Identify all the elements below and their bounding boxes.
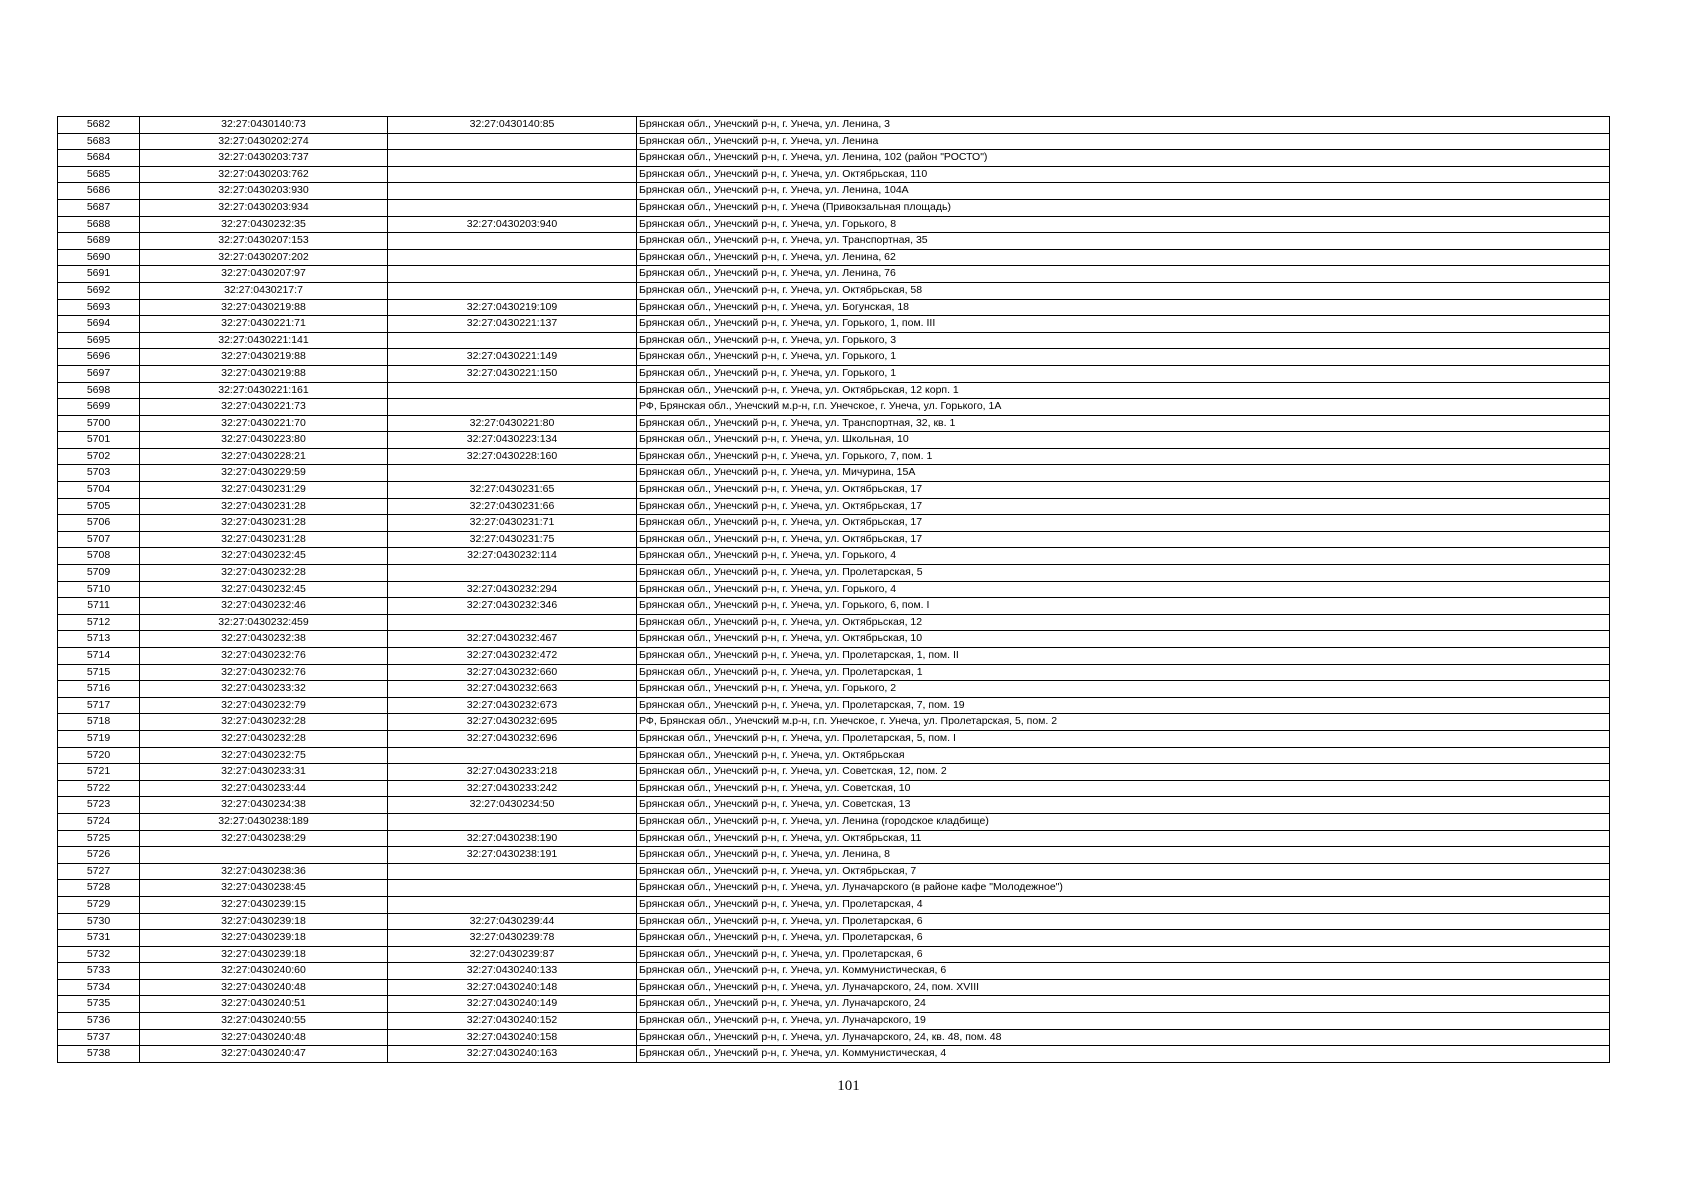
object-cadastral-number-cell bbox=[388, 614, 637, 631]
table-row bbox=[58, 581, 1610, 598]
row-number-cell: 5693 bbox=[58, 299, 140, 316]
table-row bbox=[58, 282, 1610, 299]
table-row bbox=[58, 813, 1610, 830]
cadastral-number-cell: 32:27:0430232:79 bbox=[140, 697, 388, 714]
address-cell: Брянская обл., Унечский р-н, г. Унеча, ул. Ленина, 102 (район "РОСТО") bbox=[637, 150, 1610, 167]
registry-table bbox=[57, 116, 1610, 1063]
table-row bbox=[58, 681, 1610, 698]
address-cell: Брянская обл., Унечский р-н, г. Унеча, ул. Ленина bbox=[637, 133, 1610, 150]
object-cadastral-number-cell: 32:27:0430231:66 bbox=[388, 498, 637, 515]
object-cadastral-number-cell: 32:27:0430232:114 bbox=[388, 548, 637, 565]
address-cell: Брянская обл., Унечский р-н, г. Унеча, ул. Октябрьская, 17 bbox=[637, 515, 1610, 532]
table-row bbox=[58, 880, 1610, 897]
cadastral-number-cell: 32:27:0430207:97 bbox=[140, 266, 388, 283]
table-row bbox=[58, 515, 1610, 532]
address-cell: Брянская обл., Унечский р-н, г. Унеча, ул. Ленина, 76 bbox=[637, 266, 1610, 283]
cadastral-number-cell: 32:27:0430232:38 bbox=[140, 631, 388, 648]
address-cell: РФ, Брянская обл., Унечский м.р-н, г.п. Унечское, г. Унеча, ул. Горького, 1А bbox=[637, 399, 1610, 416]
table-row bbox=[58, 233, 1610, 250]
object-cadastral-number-cell: 32:27:0430203:940 bbox=[388, 216, 637, 233]
cadastral-number-cell: 32:27:0430221:71 bbox=[140, 316, 388, 333]
cadastral-number-cell: 32:27:0430203:737 bbox=[140, 150, 388, 167]
object-cadastral-number-cell bbox=[388, 896, 637, 913]
object-cadastral-number-cell: 32:27:0430232:696 bbox=[388, 730, 637, 747]
cadastral-number-cell: 32:27:0430233:31 bbox=[140, 764, 388, 781]
address-cell: Брянская обл., Унечский р-н, г. Унеча, ул. Октябрьская, 12 bbox=[637, 614, 1610, 631]
cadastral-number-cell: 32:27:0430221:141 bbox=[140, 332, 388, 349]
object-cadastral-number-cell: 32:27:0430239:87 bbox=[388, 946, 637, 963]
object-cadastral-number-cell bbox=[388, 183, 637, 200]
cadastral-number-cell: 32:27:0430232:35 bbox=[140, 216, 388, 233]
row-number-cell: 5683 bbox=[58, 133, 140, 150]
table-row bbox=[58, 183, 1610, 200]
object-cadastral-number-cell: 32:27:0430221:149 bbox=[388, 349, 637, 366]
row-number-cell: 5689 bbox=[58, 233, 140, 250]
cadastral-number-cell: 32:27:0430219:88 bbox=[140, 365, 388, 382]
row-number-cell: 5710 bbox=[58, 581, 140, 598]
cadastral-number-cell bbox=[140, 847, 388, 864]
row-number-cell: 5705 bbox=[58, 498, 140, 515]
object-cadastral-number-cell bbox=[388, 399, 637, 416]
object-cadastral-number-cell: 32:27:0430221:137 bbox=[388, 316, 637, 333]
table-row bbox=[58, 913, 1610, 930]
address-cell: Брянская обл., Унечский р-н, г. Унеча, ул. Советская, 10 bbox=[637, 780, 1610, 797]
object-cadastral-number-cell: 32:27:0430219:109 bbox=[388, 299, 637, 316]
address-cell: Брянская обл., Унечский р-н, г. Унеча, ул. Транспортная, 35 bbox=[637, 233, 1610, 250]
object-cadastral-number-cell: 32:27:0430240:133 bbox=[388, 963, 637, 980]
object-cadastral-number-cell: 32:27:0430240:148 bbox=[388, 979, 637, 996]
row-number-cell: 5730 bbox=[58, 913, 140, 930]
object-cadastral-number-cell: 32:27:0430232:467 bbox=[388, 631, 637, 648]
row-number-cell: 5711 bbox=[58, 598, 140, 615]
table-row bbox=[58, 266, 1610, 283]
address-cell: Брянская обл., Унечский р-н, г. Унеча, ул. Луначарского, 24 bbox=[637, 996, 1610, 1013]
table-row bbox=[58, 797, 1610, 814]
address-cell: Брянская обл., Унечский р-н, г. Унеча, ул. Октябрьская, 17 bbox=[637, 498, 1610, 515]
row-number-cell: 5724 bbox=[58, 813, 140, 830]
row-number-cell: 5738 bbox=[58, 1046, 140, 1063]
table-row bbox=[58, 332, 1610, 349]
address-cell: Брянская обл., Унечский р-н, г. Унеча, ул. Горького, 7, пом. 1 bbox=[637, 448, 1610, 465]
object-cadastral-number-cell: 32:27:0430232:695 bbox=[388, 714, 637, 731]
cadastral-number-cell: 32:27:0430228:21 bbox=[140, 448, 388, 465]
address-cell: Брянская обл., Унечский р-н, г. Унеча, ул. Октябрьская, 10 bbox=[637, 631, 1610, 648]
table-row bbox=[58, 631, 1610, 648]
cadastral-number-cell: 32:27:0430233:32 bbox=[140, 681, 388, 698]
cadastral-number-cell: 32:27:0430232:45 bbox=[140, 548, 388, 565]
address-cell: Брянская обл., Унечский р-н, г. Унеча, ул. Горького, 4 bbox=[637, 581, 1610, 598]
address-cell: Брянская обл., Унечский р-н, г. Унеча, ул. Советская, 12, пом. 2 bbox=[637, 764, 1610, 781]
cadastral-number-cell: 32:27:0430232:76 bbox=[140, 648, 388, 665]
object-cadastral-number-cell bbox=[388, 199, 637, 216]
cadastral-number-cell: 32:27:0430231:28 bbox=[140, 498, 388, 515]
table-row bbox=[58, 896, 1610, 913]
table-row bbox=[58, 946, 1610, 963]
address-cell: Брянская обл., Унечский р-н, г. Унеча, ул. Луначарского (в районе кафе "Молодежное") bbox=[637, 880, 1610, 897]
address-cell: Брянская обл., Унечский р-н, г. Унеча, ул. Ленина (городское кладбище) bbox=[637, 813, 1610, 830]
cadastral-number-cell: 32:27:0430221:70 bbox=[140, 415, 388, 432]
object-cadastral-number-cell bbox=[388, 233, 637, 250]
table-row bbox=[58, 1029, 1610, 1046]
cadastral-number-cell: 32:27:0430231:28 bbox=[140, 515, 388, 532]
row-number-cell: 5735 bbox=[58, 996, 140, 1013]
address-cell: Брянская обл., Унечский р-н, г. Унеча, ул. Богунская, 18 bbox=[637, 299, 1610, 316]
row-number-cell: 5719 bbox=[58, 730, 140, 747]
cadastral-number-cell: 32:27:0430221:161 bbox=[140, 382, 388, 399]
row-number-cell: 5690 bbox=[58, 249, 140, 266]
cadastral-number-cell: 32:27:0430240:55 bbox=[140, 1013, 388, 1030]
table-row bbox=[58, 150, 1610, 167]
cadastral-number-cell: 32:27:0430231:29 bbox=[140, 482, 388, 499]
row-number-cell: 5701 bbox=[58, 432, 140, 449]
cadastral-number-cell: 32:27:0430238:29 bbox=[140, 830, 388, 847]
table-row bbox=[58, 482, 1610, 499]
table-row bbox=[58, 548, 1610, 565]
cadastral-number-cell: 32:27:0430240:60 bbox=[140, 963, 388, 980]
object-cadastral-number-cell bbox=[388, 133, 637, 150]
address-cell: Брянская обл., Унечский р-н, г. Унеча, ул. Пролетарская, 1 bbox=[637, 664, 1610, 681]
address-cell: Брянская обл., Унечский р-н, г. Унеча, ул. Ленина, 104А bbox=[637, 183, 1610, 200]
address-cell: Брянская обл., Унечский р-н, г. Унеча, ул. Горького, 3 bbox=[637, 332, 1610, 349]
object-cadastral-number-cell bbox=[388, 465, 637, 482]
cadastral-number-cell: 32:27:0430229:59 bbox=[140, 465, 388, 482]
address-cell: Брянская обл., Унечский р-н, г. Унеча, ул. Горького, 6, пом. I bbox=[637, 598, 1610, 615]
table-row bbox=[58, 664, 1610, 681]
table-row bbox=[58, 747, 1610, 764]
row-number-cell: 5709 bbox=[58, 565, 140, 582]
address-cell: Брянская обл., Унечский р-н, г. Унеча, ул. Пролетарская, 6 bbox=[637, 913, 1610, 930]
row-number-cell: 5716 bbox=[58, 681, 140, 698]
row-number-cell: 5725 bbox=[58, 830, 140, 847]
address-cell: Брянская обл., Унечский р-н, г. Унеча, ул. Октябрьская, 17 bbox=[637, 531, 1610, 548]
address-cell: Брянская обл., Унечский р-н, г. Унеча, ул. Ленина, 8 bbox=[637, 847, 1610, 864]
object-cadastral-number-cell: 32:27:0430238:191 bbox=[388, 847, 637, 864]
address-cell: Брянская обл., Унечский р-н, г. Унеча, ул. Пролетарская, 5, пом. I bbox=[637, 730, 1610, 747]
address-cell: Брянская обл., Унечский р-н, г. Унеча, ул. Октябрьская, 110 bbox=[637, 166, 1610, 183]
object-cadastral-number-cell: 32:27:0430232:472 bbox=[388, 648, 637, 665]
row-number-cell: 5697 bbox=[58, 365, 140, 382]
row-number-cell: 5737 bbox=[58, 1029, 140, 1046]
object-cadastral-number-cell: 32:27:0430231:75 bbox=[388, 531, 637, 548]
table-row bbox=[58, 382, 1610, 399]
row-number-cell: 5733 bbox=[58, 963, 140, 980]
table-row bbox=[58, 614, 1610, 631]
cadastral-number-cell: 32:27:0430233:44 bbox=[140, 780, 388, 797]
table-row bbox=[58, 531, 1610, 548]
object-cadastral-number-cell: 32:27:0430234:50 bbox=[388, 797, 637, 814]
cadastral-number-cell: 32:27:0430238:45 bbox=[140, 880, 388, 897]
cadastral-number-cell: 32:27:0430240:47 bbox=[140, 1046, 388, 1063]
row-number-cell: 5718 bbox=[58, 714, 140, 731]
cadastral-number-cell: 32:27:0430203:934 bbox=[140, 199, 388, 216]
table-row bbox=[58, 299, 1610, 316]
table-row bbox=[58, 730, 1610, 747]
cadastral-number-cell: 32:27:0430239:15 bbox=[140, 896, 388, 913]
table-row bbox=[58, 565, 1610, 582]
row-number-cell: 5695 bbox=[58, 332, 140, 349]
cadastral-number-cell: 32:27:0430232:46 bbox=[140, 598, 388, 615]
cadastral-number-cell: 32:27:0430207:153 bbox=[140, 233, 388, 250]
cadastral-number-cell: 32:27:0430202:274 bbox=[140, 133, 388, 150]
cadastral-number-cell: 32:27:0430240:51 bbox=[140, 996, 388, 1013]
row-number-cell: 5698 bbox=[58, 382, 140, 399]
table-row bbox=[58, 349, 1610, 366]
cadastral-number-cell: 32:27:0430232:75 bbox=[140, 747, 388, 764]
object-cadastral-number-cell bbox=[388, 282, 637, 299]
row-number-cell: 5699 bbox=[58, 399, 140, 416]
row-number-cell: 5685 bbox=[58, 166, 140, 183]
table-row bbox=[58, 249, 1610, 266]
address-cell: Брянская обл., Унечский р-н, г. Унеча, ул. Коммунистическая, 6 bbox=[637, 963, 1610, 980]
cadastral-number-cell: 32:27:0430232:76 bbox=[140, 664, 388, 681]
cadastral-number-cell: 32:27:0430234:38 bbox=[140, 797, 388, 814]
cadastral-number-cell: 32:27:0430232:45 bbox=[140, 581, 388, 598]
table-row bbox=[58, 316, 1610, 333]
table-row bbox=[58, 1046, 1610, 1063]
address-cell: Брянская обл., Унечский р-н, г. Унеча, ул. Транспортная, 32, кв. 1 bbox=[637, 415, 1610, 432]
page-number: 101 bbox=[837, 1078, 860, 1094]
cadastral-number-cell: 32:27:0430231:28 bbox=[140, 531, 388, 548]
cadastral-number-cell: 32:27:0430221:73 bbox=[140, 399, 388, 416]
cadastral-number-cell: 32:27:0430217:7 bbox=[140, 282, 388, 299]
row-number-cell: 5713 bbox=[58, 631, 140, 648]
cadastral-number-cell: 32:27:0430239:18 bbox=[140, 946, 388, 963]
object-cadastral-number-cell: 32:27:0430240:158 bbox=[388, 1029, 637, 1046]
row-number-cell: 5702 bbox=[58, 448, 140, 465]
cadastral-number-cell: 32:27:0430203:930 bbox=[140, 183, 388, 200]
object-cadastral-number-cell: 32:27:0430232:346 bbox=[388, 598, 637, 615]
address-cell: Брянская обл., Унечский р-н, г. Унеча, ул. Октябрьская, 7 bbox=[637, 863, 1610, 880]
object-cadastral-number-cell bbox=[388, 747, 637, 764]
table-row bbox=[58, 979, 1610, 996]
object-cadastral-number-cell bbox=[388, 266, 637, 283]
cadastral-number-cell: 32:27:0430232:28 bbox=[140, 730, 388, 747]
table-row bbox=[58, 863, 1610, 880]
table-row bbox=[58, 465, 1610, 482]
row-number-cell: 5726 bbox=[58, 847, 140, 864]
table-row bbox=[58, 847, 1610, 864]
table-row bbox=[58, 697, 1610, 714]
object-cadastral-number-cell: 32:27:0430239:78 bbox=[388, 930, 637, 947]
row-number-cell: 5721 bbox=[58, 764, 140, 781]
address-cell: Брянская обл., Унечский р-н, г. Унеча, ул. Пролетарская, 5 bbox=[637, 565, 1610, 582]
cadastral-number-cell: 32:27:0430219:88 bbox=[140, 349, 388, 366]
object-cadastral-number-cell: 32:27:0430233:218 bbox=[388, 764, 637, 781]
address-cell: Брянская обл., Унечский р-н, г. Унеча, ул. Горького, 8 bbox=[637, 216, 1610, 233]
address-cell: Брянская обл., Унечский р-н, г. Унеча, ул. Луначарского, 19 bbox=[637, 1013, 1610, 1030]
address-cell: Брянская обл., Унечский р-н, г. Унеча, ул. Советская, 13 bbox=[637, 797, 1610, 814]
address-cell: Брянская обл., Унечский р-н, г. Унеча, ул. Пролетарская, 6 bbox=[637, 930, 1610, 947]
object-cadastral-number-cell bbox=[388, 166, 637, 183]
table-row bbox=[58, 415, 1610, 432]
row-number-cell: 5703 bbox=[58, 465, 140, 482]
cadastral-number-cell: 32:27:0430203:762 bbox=[140, 166, 388, 183]
address-cell: Брянская обл., Унечский р-н, г. Унеча, ул. Октябрьская, 17 bbox=[637, 482, 1610, 499]
row-number-cell: 5694 bbox=[58, 316, 140, 333]
object-cadastral-number-cell bbox=[388, 332, 637, 349]
object-cadastral-number-cell: 32:27:0430228:160 bbox=[388, 448, 637, 465]
row-number-cell: 5687 bbox=[58, 199, 140, 216]
row-number-cell: 5700 bbox=[58, 415, 140, 432]
object-cadastral-number-cell: 32:27:0430238:190 bbox=[388, 830, 637, 847]
address-cell: Брянская обл., Унечский р-н, г. Унеча, ул. Октябрьская, 58 bbox=[637, 282, 1610, 299]
address-cell: Брянская обл., Унечский р-н, г. Унеча, ул. Октябрьская bbox=[637, 747, 1610, 764]
object-cadastral-number-cell: 32:27:0430240:163 bbox=[388, 1046, 637, 1063]
row-number-cell: 5712 bbox=[58, 614, 140, 631]
object-cadastral-number-cell: 32:27:0430221:80 bbox=[388, 415, 637, 432]
table-row bbox=[58, 598, 1610, 615]
address-cell: Брянская обл., Унечский р-н, г. Унеча, ул. Горького, 1, пом. III bbox=[637, 316, 1610, 333]
address-cell: Брянская обл., Унечский р-н, г. Унеча, ул. Горького, 1 bbox=[637, 365, 1610, 382]
object-cadastral-number-cell: 32:27:0430231:71 bbox=[388, 515, 637, 532]
row-number-cell: 5684 bbox=[58, 150, 140, 167]
object-cadastral-number-cell bbox=[388, 863, 637, 880]
object-cadastral-number-cell bbox=[388, 150, 637, 167]
address-cell: Брянская обл., Унечский р-н, г. Унеча, ул. Горького, 1 bbox=[637, 349, 1610, 366]
row-number-cell: 5727 bbox=[58, 863, 140, 880]
row-number-cell: 5732 bbox=[58, 946, 140, 963]
row-number-cell: 5715 bbox=[58, 664, 140, 681]
table-row bbox=[58, 216, 1610, 233]
object-cadastral-number-cell bbox=[388, 382, 637, 399]
object-cadastral-number-cell bbox=[388, 565, 637, 582]
row-number-cell: 5688 bbox=[58, 216, 140, 233]
address-cell: Брянская обл., Унечский р-н, г. Унеча, ул. Луначарского, 24, кв. 48, пом. 48 bbox=[637, 1029, 1610, 1046]
address-cell: Брянская обл., Унечский р-н, г. Унеча, ул. Луначарского, 24, пом. XVIII bbox=[637, 979, 1610, 996]
row-number-cell: 5706 bbox=[58, 515, 140, 532]
row-number-cell: 5707 bbox=[58, 531, 140, 548]
object-cadastral-number-cell: 32:27:0430232:294 bbox=[388, 581, 637, 598]
cadastral-number-cell: 32:27:0430240:48 bbox=[140, 979, 388, 996]
row-number-cell: 5692 bbox=[58, 282, 140, 299]
table-row bbox=[58, 780, 1610, 797]
address-cell: Брянская обл., Унечский р-н, г. Унеча, ул. Коммунистическая, 4 bbox=[637, 1046, 1610, 1063]
row-number-cell: 5696 bbox=[58, 349, 140, 366]
row-number-cell: 5714 bbox=[58, 648, 140, 665]
address-cell: РФ, Брянская обл., Унечский м.р-н, г.п. Унечское, г. Унеча, ул. Пролетарская, 5, пом. 2 bbox=[637, 714, 1610, 731]
row-number-cell: 5708 bbox=[58, 548, 140, 565]
cadastral-number-cell: 32:27:0430232:28 bbox=[140, 714, 388, 731]
table-row bbox=[58, 432, 1610, 449]
cadastral-number-cell: 32:27:0430219:88 bbox=[140, 299, 388, 316]
address-cell: Брянская обл., Унечский р-н, г. Унеча, ул. Школьная, 10 bbox=[637, 432, 1610, 449]
table-row bbox=[58, 166, 1610, 183]
row-number-cell: 5723 bbox=[58, 797, 140, 814]
row-number-cell: 5704 bbox=[58, 482, 140, 499]
object-cadastral-number-cell: 32:27:0430232:660 bbox=[388, 664, 637, 681]
object-cadastral-number-cell: 32:27:0430240:149 bbox=[388, 996, 637, 1013]
table-row bbox=[58, 830, 1610, 847]
table-row bbox=[58, 498, 1610, 515]
cadastral-number-cell: 32:27:0430239:18 bbox=[140, 913, 388, 930]
row-number-cell: 5729 bbox=[58, 896, 140, 913]
table-row bbox=[58, 930, 1610, 947]
row-number-cell: 5734 bbox=[58, 979, 140, 996]
table-row bbox=[58, 199, 1610, 216]
row-number-cell: 5736 bbox=[58, 1013, 140, 1030]
address-cell: Брянская обл., Унечский р-н, г. Унеча, ул. Пролетарская, 6 bbox=[637, 946, 1610, 963]
table-row bbox=[58, 1013, 1610, 1030]
object-cadastral-number-cell bbox=[388, 249, 637, 266]
cadastral-number-cell: 32:27:0430240:48 bbox=[140, 1029, 388, 1046]
object-cadastral-number-cell bbox=[388, 880, 637, 897]
table-row bbox=[58, 365, 1610, 382]
cadastral-number-cell: 32:27:0430207:202 bbox=[140, 249, 388, 266]
row-number-cell: 5728 bbox=[58, 880, 140, 897]
address-cell: Брянская обл., Унечский р-н, г. Унеча, ул. Мичурина, 15А bbox=[637, 465, 1610, 482]
address-cell: Брянская обл., Унечский р-н, г. Унеча, ул. Пролетарская, 1, пом. II bbox=[637, 648, 1610, 665]
object-cadastral-number-cell: 32:27:0430232:663 bbox=[388, 681, 637, 698]
address-cell: Брянская обл., Унечский р-н, г. Унеча, ул. Горького, 4 bbox=[637, 548, 1610, 565]
object-cadastral-number-cell: 32:27:0430233:242 bbox=[388, 780, 637, 797]
object-cadastral-number-cell: 32:27:0430232:673 bbox=[388, 697, 637, 714]
object-cadastral-number-cell: 32:27:0430221:150 bbox=[388, 365, 637, 382]
registry-table-body bbox=[58, 117, 1610, 1063]
table-row bbox=[58, 133, 1610, 150]
address-cell: Брянская обл., Унечский р-н, г. Унеча, ул. Ленина, 62 bbox=[637, 249, 1610, 266]
cadastral-number-cell: 32:27:0430238:189 bbox=[140, 813, 388, 830]
address-cell: Брянская обл., Унечский р-н, г. Унеча, ул. Пролетарская, 7, пом. 19 bbox=[637, 697, 1610, 714]
cadastral-number-cell: 32:27:0430140:73 bbox=[140, 117, 388, 134]
row-number-cell: 5720 bbox=[58, 747, 140, 764]
table-row bbox=[58, 448, 1610, 465]
table-row bbox=[58, 714, 1610, 731]
address-cell: Брянская обл., Унечский р-н, г. Унеча, ул. Ленина, 3 bbox=[637, 117, 1610, 134]
cadastral-number-cell: 32:27:0430232:28 bbox=[140, 565, 388, 582]
object-cadastral-number-cell: 32:27:0430239:44 bbox=[388, 913, 637, 930]
table-row bbox=[58, 963, 1610, 980]
cadastral-number-cell: 32:27:0430239:18 bbox=[140, 930, 388, 947]
cadastral-number-cell: 32:27:0430223:80 bbox=[140, 432, 388, 449]
object-cadastral-number-cell: 32:27:0430231:65 bbox=[388, 482, 637, 499]
cadastral-number-cell: 32:27:0430238:36 bbox=[140, 863, 388, 880]
table-row bbox=[58, 764, 1610, 781]
table-row bbox=[58, 996, 1610, 1013]
row-number-cell: 5722 bbox=[58, 780, 140, 797]
row-number-cell: 5717 bbox=[58, 697, 140, 714]
row-number-cell: 5691 bbox=[58, 266, 140, 283]
table-row bbox=[58, 399, 1610, 416]
address-cell: Брянская обл., Унечский р-н, г. Унеча (Привокзальная площадь) bbox=[637, 199, 1610, 216]
address-cell: Брянская обл., Унечский р-н, г. Унеча, ул. Пролетарская, 4 bbox=[637, 896, 1610, 913]
address-cell: Брянская обл., Унечский р-н, г. Унеча, ул. Октябрьская, 12 корп. 1 bbox=[637, 382, 1610, 399]
table-row bbox=[58, 648, 1610, 665]
address-cell: Брянская обл., Унечский р-н, г. Унеча, ул. Октябрьская, 11 bbox=[637, 830, 1610, 847]
row-number-cell: 5731 bbox=[58, 930, 140, 947]
object-cadastral-number-cell: 32:27:0430140:85 bbox=[388, 117, 637, 134]
object-cadastral-number-cell: 32:27:0430240:152 bbox=[388, 1013, 637, 1030]
row-number-cell: 5686 bbox=[58, 183, 140, 200]
table-row bbox=[58, 117, 1610, 134]
object-cadastral-number-cell: 32:27:0430223:134 bbox=[388, 432, 637, 449]
address-cell: Брянская обл., Унечский р-н, г. Унеча, ул. Горького, 2 bbox=[637, 681, 1610, 698]
row-number-cell: 5682 bbox=[58, 117, 140, 134]
object-cadastral-number-cell bbox=[388, 813, 637, 830]
cadastral-number-cell: 32:27:0430232:459 bbox=[140, 614, 388, 631]
